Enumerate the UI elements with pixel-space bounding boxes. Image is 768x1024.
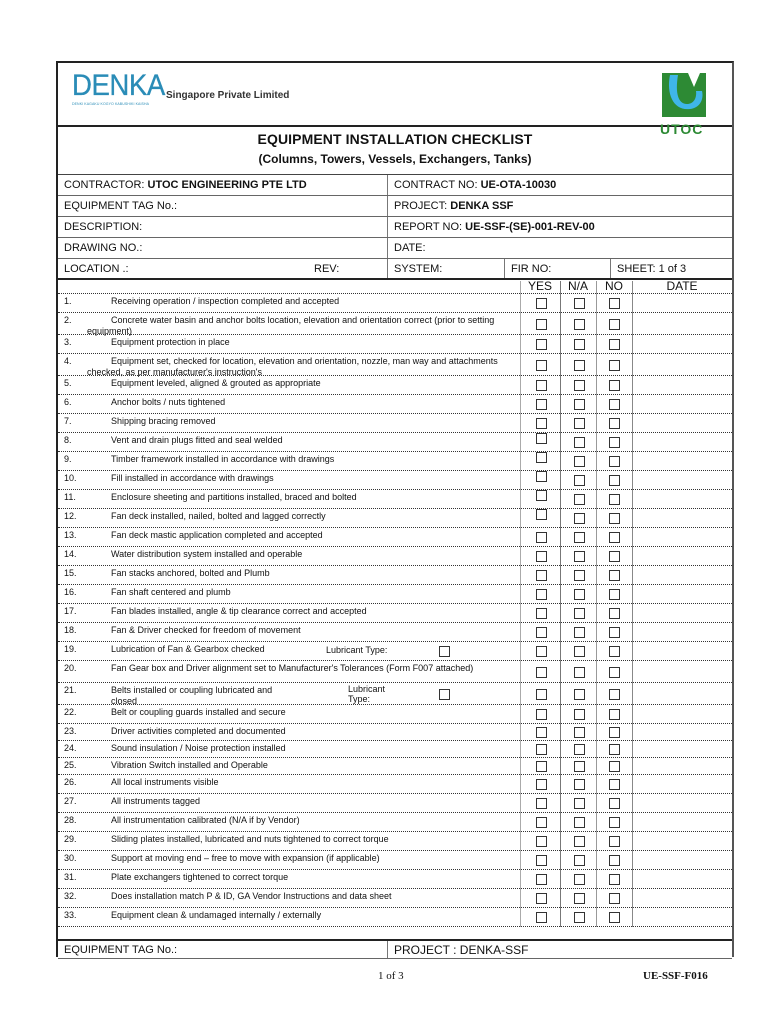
item-number: 5. — [64, 378, 72, 388]
contractor-value: UTOC ENGINEERING PTE LTD — [147, 179, 307, 191]
no-checkbox[interactable] — [609, 893, 620, 904]
lubricant-type-checkbox[interactable] — [439, 689, 450, 700]
contractor-label: CONTRACTOR: — [64, 179, 145, 191]
no-checkbox[interactable] — [609, 836, 620, 847]
item-text: Support at moving end – free to move with expansion (if applicable) — [111, 853, 380, 863]
na-checkbox[interactable] — [574, 570, 585, 581]
yes-checkbox[interactable] — [536, 380, 547, 391]
item-number: 2. — [64, 315, 72, 325]
checklist-row — [58, 395, 732, 414]
info-row-drawing — [58, 238, 732, 259]
info-row-equipment-tag — [58, 196, 732, 217]
item-text: Fan deck mastic application completed and accepted — [111, 530, 323, 540]
item-number: 30. — [64, 853, 77, 863]
date-cell[interactable] — [633, 313, 732, 334]
item-text: Fan stacks anchored, bolted and Plumb — [111, 568, 270, 578]
na-checkbox[interactable] — [574, 456, 585, 467]
no-checkbox[interactable] — [609, 513, 620, 524]
item-number: 28. — [64, 815, 77, 825]
no-checkbox[interactable] — [609, 589, 620, 600]
no-checkbox[interactable] — [609, 551, 620, 562]
item-text: Plate exchangers tightened to correct torque — [111, 872, 289, 882]
na-checkbox[interactable] — [574, 744, 585, 755]
checklist-row — [58, 832, 732, 851]
utoc-logo-icon — [660, 69, 708, 121]
utoc-logo — [660, 69, 708, 137]
no-checkbox[interactable] — [609, 689, 620, 700]
date-cell[interactable] — [633, 642, 732, 660]
date-cell[interactable] — [633, 889, 732, 907]
info-block — [58, 175, 732, 280]
checklist-row — [58, 547, 732, 566]
contract-no-label: CONTRACT NO: — [394, 179, 478, 191]
yes-checkbox[interactable] — [536, 418, 547, 429]
na-checkbox[interactable] — [574, 298, 585, 309]
location-label: LOCATION .: — [64, 263, 129, 275]
na-checkbox[interactable] — [574, 646, 585, 657]
item-text: Driver activities completed and documented — [111, 726, 286, 736]
item-text: Equipment protection in place — [111, 337, 230, 347]
no-checkbox[interactable] — [609, 779, 620, 790]
item-text: Shipping bracing removed — [111, 416, 216, 426]
na-checkbox[interactable] — [574, 339, 585, 350]
checklist-row — [58, 294, 732, 313]
checklist-row — [58, 313, 732, 335]
no-checkbox[interactable] — [609, 667, 620, 678]
date-cell[interactable] — [633, 490, 732, 508]
checklist-row — [58, 908, 732, 927]
letterhead — [58, 63, 732, 137]
equipment-tag-label: EQUIPMENT TAG No.: — [64, 200, 178, 212]
yes-checkbox[interactable] — [536, 608, 547, 619]
no-checkbox[interactable] — [609, 727, 620, 738]
checklist-row — [58, 604, 732, 623]
na-checkbox[interactable] — [574, 608, 585, 619]
no-checkbox[interactable] — [609, 437, 620, 448]
date-cell[interactable] — [633, 294, 732, 312]
item-number: 6. — [64, 397, 72, 407]
yes-checkbox[interactable] — [536, 744, 547, 755]
footer-equipment-tag-label: EQUIPMENT TAG No.: — [64, 944, 178, 956]
checklist-row — [58, 623, 732, 642]
checklist-row — [58, 452, 732, 471]
date-cell[interactable] — [633, 471, 732, 489]
checklist-table — [58, 281, 732, 927]
na-checkbox[interactable] — [574, 380, 585, 391]
utoc-logo-text: UTOC — [660, 121, 704, 137]
item-text: All instruments tagged — [111, 796, 201, 806]
item-text: Fan & Driver checked for freedom of movement — [111, 625, 301, 635]
item-text: Sliding plates installed, lubricated and nuts tightened to correct torque — [111, 834, 389, 844]
info-row-description — [58, 217, 732, 238]
no-checkbox[interactable] — [609, 646, 620, 657]
na-checkbox[interactable] — [574, 475, 585, 486]
checklist-row — [58, 376, 732, 395]
na-checkbox[interactable] — [574, 689, 585, 700]
info-row-contractor — [58, 175, 732, 196]
yes-checkbox[interactable] — [536, 532, 547, 543]
date-cell[interactable] — [633, 376, 732, 394]
item-text: Belt or coupling guards installed and secure — [111, 707, 286, 717]
date-cell[interactable] — [633, 741, 732, 757]
date-cell[interactable] — [633, 528, 732, 546]
no-checkbox[interactable] — [609, 608, 620, 619]
item-number: 33. — [64, 910, 77, 920]
date-cell[interactable] — [633, 335, 732, 353]
checklist-row — [58, 794, 732, 813]
col-no: NO — [605, 279, 623, 293]
date-cell[interactable] — [633, 775, 732, 793]
date-cell[interactable] — [633, 794, 732, 812]
item-number: 8. — [64, 435, 72, 445]
checklist-row — [58, 642, 732, 661]
yes-checkbox[interactable] — [536, 646, 547, 657]
no-checkbox[interactable] — [609, 418, 620, 429]
item-number: 26. — [64, 777, 77, 787]
report-no-value: UE-SSF-(SE)-001-REV-00 — [465, 221, 595, 233]
item-number: 24. — [64, 743, 77, 753]
footer-info-row — [58, 939, 732, 959]
na-checkbox[interactable] — [574, 912, 585, 923]
yes-checkbox[interactable] — [536, 836, 547, 847]
item-number: 1. — [64, 296, 72, 306]
checklist-row — [58, 889, 732, 908]
no-checkbox[interactable] — [609, 339, 620, 350]
item-text: Lubrication of Fan & Gearbox checked — [111, 644, 265, 654]
item-number: 22. — [64, 707, 77, 717]
item-text: Vent and drain plugs fitted and seal welded — [111, 435, 283, 445]
item-number: 21. — [64, 685, 77, 695]
item-text: Belts installed or coupling lubricated and closed — [111, 685, 273, 706]
date-cell[interactable] — [633, 433, 732, 451]
yes-checkbox[interactable] — [536, 298, 547, 309]
no-checkbox[interactable] — [609, 456, 620, 467]
item-text: Fan shaft centered and plumb — [111, 587, 231, 597]
item-number: 12. — [64, 511, 77, 521]
checklist-row — [58, 661, 732, 683]
no-checkbox[interactable] — [609, 817, 620, 828]
na-checkbox[interactable] — [574, 319, 585, 330]
checklist-row — [58, 335, 732, 354]
no-checkbox[interactable] — [609, 627, 620, 638]
date-cell[interactable] — [633, 414, 732, 432]
no-checkbox[interactable] — [609, 319, 620, 330]
project-label: PROJECT: — [394, 200, 448, 212]
item-number: 31. — [64, 872, 77, 882]
lubricant-type-label: Lubricant Type: — [348, 684, 386, 704]
no-checkbox[interactable] — [609, 360, 620, 371]
checklist-header — [58, 281, 732, 294]
item-text: Sound insulation / Noise protection installed — [111, 743, 286, 753]
checklist-row — [58, 683, 732, 705]
form-id: UE-SSF-F016 — [643, 970, 708, 982]
checklist-row — [58, 851, 732, 870]
checklist-row — [58, 775, 732, 794]
col-na: N/A — [567, 279, 588, 293]
yes-checkbox[interactable] — [536, 589, 547, 600]
item-number: 15. — [64, 568, 77, 578]
item-text: Anchor bolts / nuts tightened — [111, 397, 226, 407]
date-cell[interactable] — [633, 452, 732, 470]
checklist-row — [58, 433, 732, 452]
na-checkbox[interactable] — [574, 798, 585, 809]
checklist-row — [58, 741, 732, 758]
col-date: DATE — [666, 279, 698, 293]
item-text: Equipment clean & undamaged internally / externally — [111, 910, 322, 920]
checklist-row — [58, 354, 732, 376]
system-label: SYSTEM: — [394, 263, 443, 275]
item-text: Equipment leveled, aligned & grouted as appropriate — [111, 378, 321, 388]
contract-no-value: UE-OTA-10030 — [480, 179, 557, 191]
yes-checkbox[interactable] — [536, 779, 547, 790]
item-text: Receiving operation / inspection completed and accepted — [111, 296, 340, 306]
no-checkbox[interactable] — [609, 912, 620, 923]
no-checkbox[interactable] — [609, 475, 620, 486]
item-text: Fill installed in accordance with drawings — [111, 473, 274, 483]
denka-logo-subtext: DENKI KAGAKU KOGYO KABUSHIKI KAISHA — [72, 102, 150, 106]
item-text: Timber framework installed in accordance with drawings — [111, 454, 335, 464]
item-text: Enclosure sheeting and partitions installed, braced and bolted — [111, 492, 357, 502]
na-checkbox[interactable] — [574, 855, 585, 866]
project-value: DENKA SSF — [450, 200, 514, 212]
yes-checkbox[interactable] — [536, 855, 547, 866]
item-number: 27. — [64, 796, 77, 806]
sheet-label: SHEET: 1 of 3 — [617, 263, 687, 275]
no-checkbox[interactable] — [609, 570, 620, 581]
checklist-row — [58, 490, 732, 509]
date-cell[interactable] — [633, 354, 732, 375]
yes-checkbox[interactable] — [536, 627, 547, 638]
checklist-row — [58, 585, 732, 604]
date-cell[interactable] — [633, 908, 732, 926]
date-cell[interactable] — [633, 661, 732, 682]
info-row-location — [58, 259, 732, 280]
date-cell[interactable] — [633, 585, 732, 603]
date-cell[interactable] — [633, 705, 732, 723]
item-number: 16. — [64, 587, 77, 597]
yes-checkbox[interactable] — [536, 689, 547, 700]
date-cell[interactable] — [633, 683, 732, 704]
item-text: Fan Gear box and Driver alignment set to Manufacturer's Tolerances (Form F007 attached) — [111, 663, 474, 673]
date-cell[interactable] — [633, 604, 732, 622]
na-checkbox[interactable] — [574, 667, 585, 678]
na-checkbox[interactable] — [574, 513, 585, 524]
item-number: 19. — [64, 644, 77, 654]
yes-checkbox[interactable] — [536, 570, 547, 581]
drawing-no-label: DRAWING NO.: — [64, 242, 143, 254]
na-checkbox[interactable] — [574, 532, 585, 543]
yes-checkbox[interactable] — [536, 667, 547, 678]
item-text: Concrete water basin and anchor bolts location, elevation and orientation correct (prior to setting equipment) — [87, 315, 495, 336]
no-checkbox[interactable] — [609, 798, 620, 809]
yes-checkbox[interactable] — [536, 433, 547, 444]
col-yes: YES — [527, 279, 552, 293]
checklist-row — [58, 813, 732, 832]
date-cell[interactable] — [633, 832, 732, 850]
date-cell[interactable] — [633, 851, 732, 869]
na-checkbox[interactable] — [574, 551, 585, 562]
na-checkbox[interactable] — [574, 437, 585, 448]
date-cell[interactable] — [633, 758, 732, 774]
item-number: 29. — [64, 834, 77, 844]
na-checkbox[interactable] — [574, 817, 585, 828]
na-checkbox[interactable] — [574, 360, 585, 371]
na-checkbox[interactable] — [574, 761, 585, 772]
item-number: 10. — [64, 473, 77, 483]
yes-checkbox[interactable] — [536, 339, 547, 350]
na-checkbox[interactable] — [574, 727, 585, 738]
na-checkbox[interactable] — [574, 836, 585, 847]
yes-checkbox[interactable] — [536, 452, 547, 463]
yes-checkbox[interactable] — [536, 893, 547, 904]
no-checkbox[interactable] — [609, 874, 620, 885]
na-checkbox[interactable] — [574, 893, 585, 904]
checklist-row — [58, 528, 732, 547]
yes-checkbox[interactable] — [536, 471, 547, 482]
page-subtitle: (Columns, Towers, Vessels, Exchangers, Tanks) — [258, 152, 532, 166]
yes-checkbox[interactable] — [536, 761, 547, 772]
date-cell[interactable] — [633, 724, 732, 740]
yes-checkbox[interactable] — [536, 874, 547, 885]
rev-label: REV: — [314, 263, 340, 275]
date-cell[interactable] — [633, 813, 732, 831]
date-cell[interactable] — [633, 870, 732, 888]
no-checkbox[interactable] — [609, 709, 620, 720]
no-checkbox[interactable] — [609, 855, 620, 866]
yes-checkbox[interactable] — [536, 509, 547, 520]
company-tagline: Singapore Private Limited — [166, 90, 290, 101]
item-text: All local instruments visible — [111, 777, 219, 787]
yes-checkbox[interactable] — [536, 817, 547, 828]
no-checkbox[interactable] — [609, 744, 620, 755]
yes-checkbox[interactable] — [536, 798, 547, 809]
na-checkbox[interactable] — [574, 779, 585, 790]
yes-checkbox[interactable] — [536, 399, 547, 410]
checklist-row — [58, 471, 732, 490]
item-number: 23. — [64, 726, 77, 736]
checklist-row — [58, 870, 732, 889]
na-checkbox[interactable] — [574, 418, 585, 429]
item-number: 17. — [64, 606, 77, 616]
page-number: 1 of 3 — [378, 970, 404, 982]
na-checkbox[interactable] — [574, 627, 585, 638]
item-number: 14. — [64, 549, 77, 559]
title-block — [58, 127, 732, 175]
yes-checkbox[interactable] — [536, 360, 547, 371]
item-number: 18. — [64, 625, 77, 635]
item-number: 4. — [64, 356, 72, 366]
na-checkbox[interactable] — [574, 709, 585, 720]
page-title: EQUIPMENT INSTALLATION CHECKLIST — [257, 131, 533, 147]
date-cell[interactable] — [633, 509, 732, 527]
item-number: 20. — [64, 663, 77, 673]
lubricant-type-checkbox[interactable] — [439, 646, 450, 657]
lubricant-type-label: Lubricant Type: — [326, 645, 388, 655]
description-label: DESCRIPTION: — [64, 221, 143, 233]
no-checkbox[interactable] — [609, 298, 620, 309]
na-checkbox[interactable] — [574, 399, 585, 410]
yes-checkbox[interactable] — [536, 709, 547, 720]
na-checkbox[interactable] — [574, 874, 585, 885]
footer-project-label: PROJECT : DENKA-SSF — [394, 943, 529, 957]
denka-logo — [72, 69, 165, 113]
no-checkbox[interactable] — [609, 761, 620, 772]
date-cell[interactable] — [633, 395, 732, 413]
checklist-row — [58, 758, 732, 775]
checklist-form — [56, 61, 734, 957]
item-number: 25. — [64, 760, 77, 770]
checklist-row — [58, 705, 732, 724]
na-checkbox[interactable] — [574, 494, 585, 505]
checklist-row — [58, 509, 732, 528]
no-checkbox[interactable] — [609, 380, 620, 391]
date-cell[interactable] — [633, 566, 732, 584]
checklist-row — [58, 724, 732, 741]
item-text: Fan blades installed, angle & tip clearance correct and accepted — [111, 606, 367, 616]
na-checkbox[interactable] — [574, 589, 585, 600]
yes-checkbox[interactable] — [536, 912, 547, 923]
yes-checkbox[interactable] — [536, 490, 547, 501]
item-number: 9. — [64, 454, 72, 464]
yes-checkbox[interactable] — [536, 551, 547, 562]
item-text: Equipment set, checked for location, elevation and orientation, nozzle, man way and attachments checked, as per manufacturer's instruction's — [87, 356, 498, 377]
item-text: Fan deck installed, nailed, bolted and lagged correctly — [111, 511, 326, 521]
item-number: 3. — [64, 337, 72, 347]
item-text: Vibration Switch installed and Operable — [111, 760, 268, 770]
item-number: 7. — [64, 416, 72, 426]
item-text: Water distribution system installed and operable — [111, 549, 303, 559]
checklist-row — [58, 414, 732, 433]
denka-logo-text: DENKA — [72, 69, 165, 102]
item-text: All instrumentation calibrated (N/A if by Vendor) — [111, 815, 300, 825]
date-cell[interactable] — [633, 547, 732, 565]
item-number: 11. — [64, 492, 76, 502]
no-checkbox[interactable] — [609, 532, 620, 543]
item-number: 32. — [64, 891, 77, 901]
date-cell[interactable] — [633, 623, 732, 641]
report-no-label: REPORT NO: — [394, 221, 463, 233]
no-checkbox[interactable] — [609, 494, 620, 505]
date-label: DATE: — [394, 242, 426, 254]
yes-checkbox[interactable] — [536, 727, 547, 738]
yes-checkbox[interactable] — [536, 319, 547, 330]
item-text: Does installation match P & ID, GA Vendor Instructions and data sheet — [111, 891, 392, 901]
fir-no-label: FIR NO: — [511, 263, 552, 275]
item-number: 13. — [64, 530, 77, 540]
checklist-row — [58, 566, 732, 585]
no-checkbox[interactable] — [609, 399, 620, 410]
